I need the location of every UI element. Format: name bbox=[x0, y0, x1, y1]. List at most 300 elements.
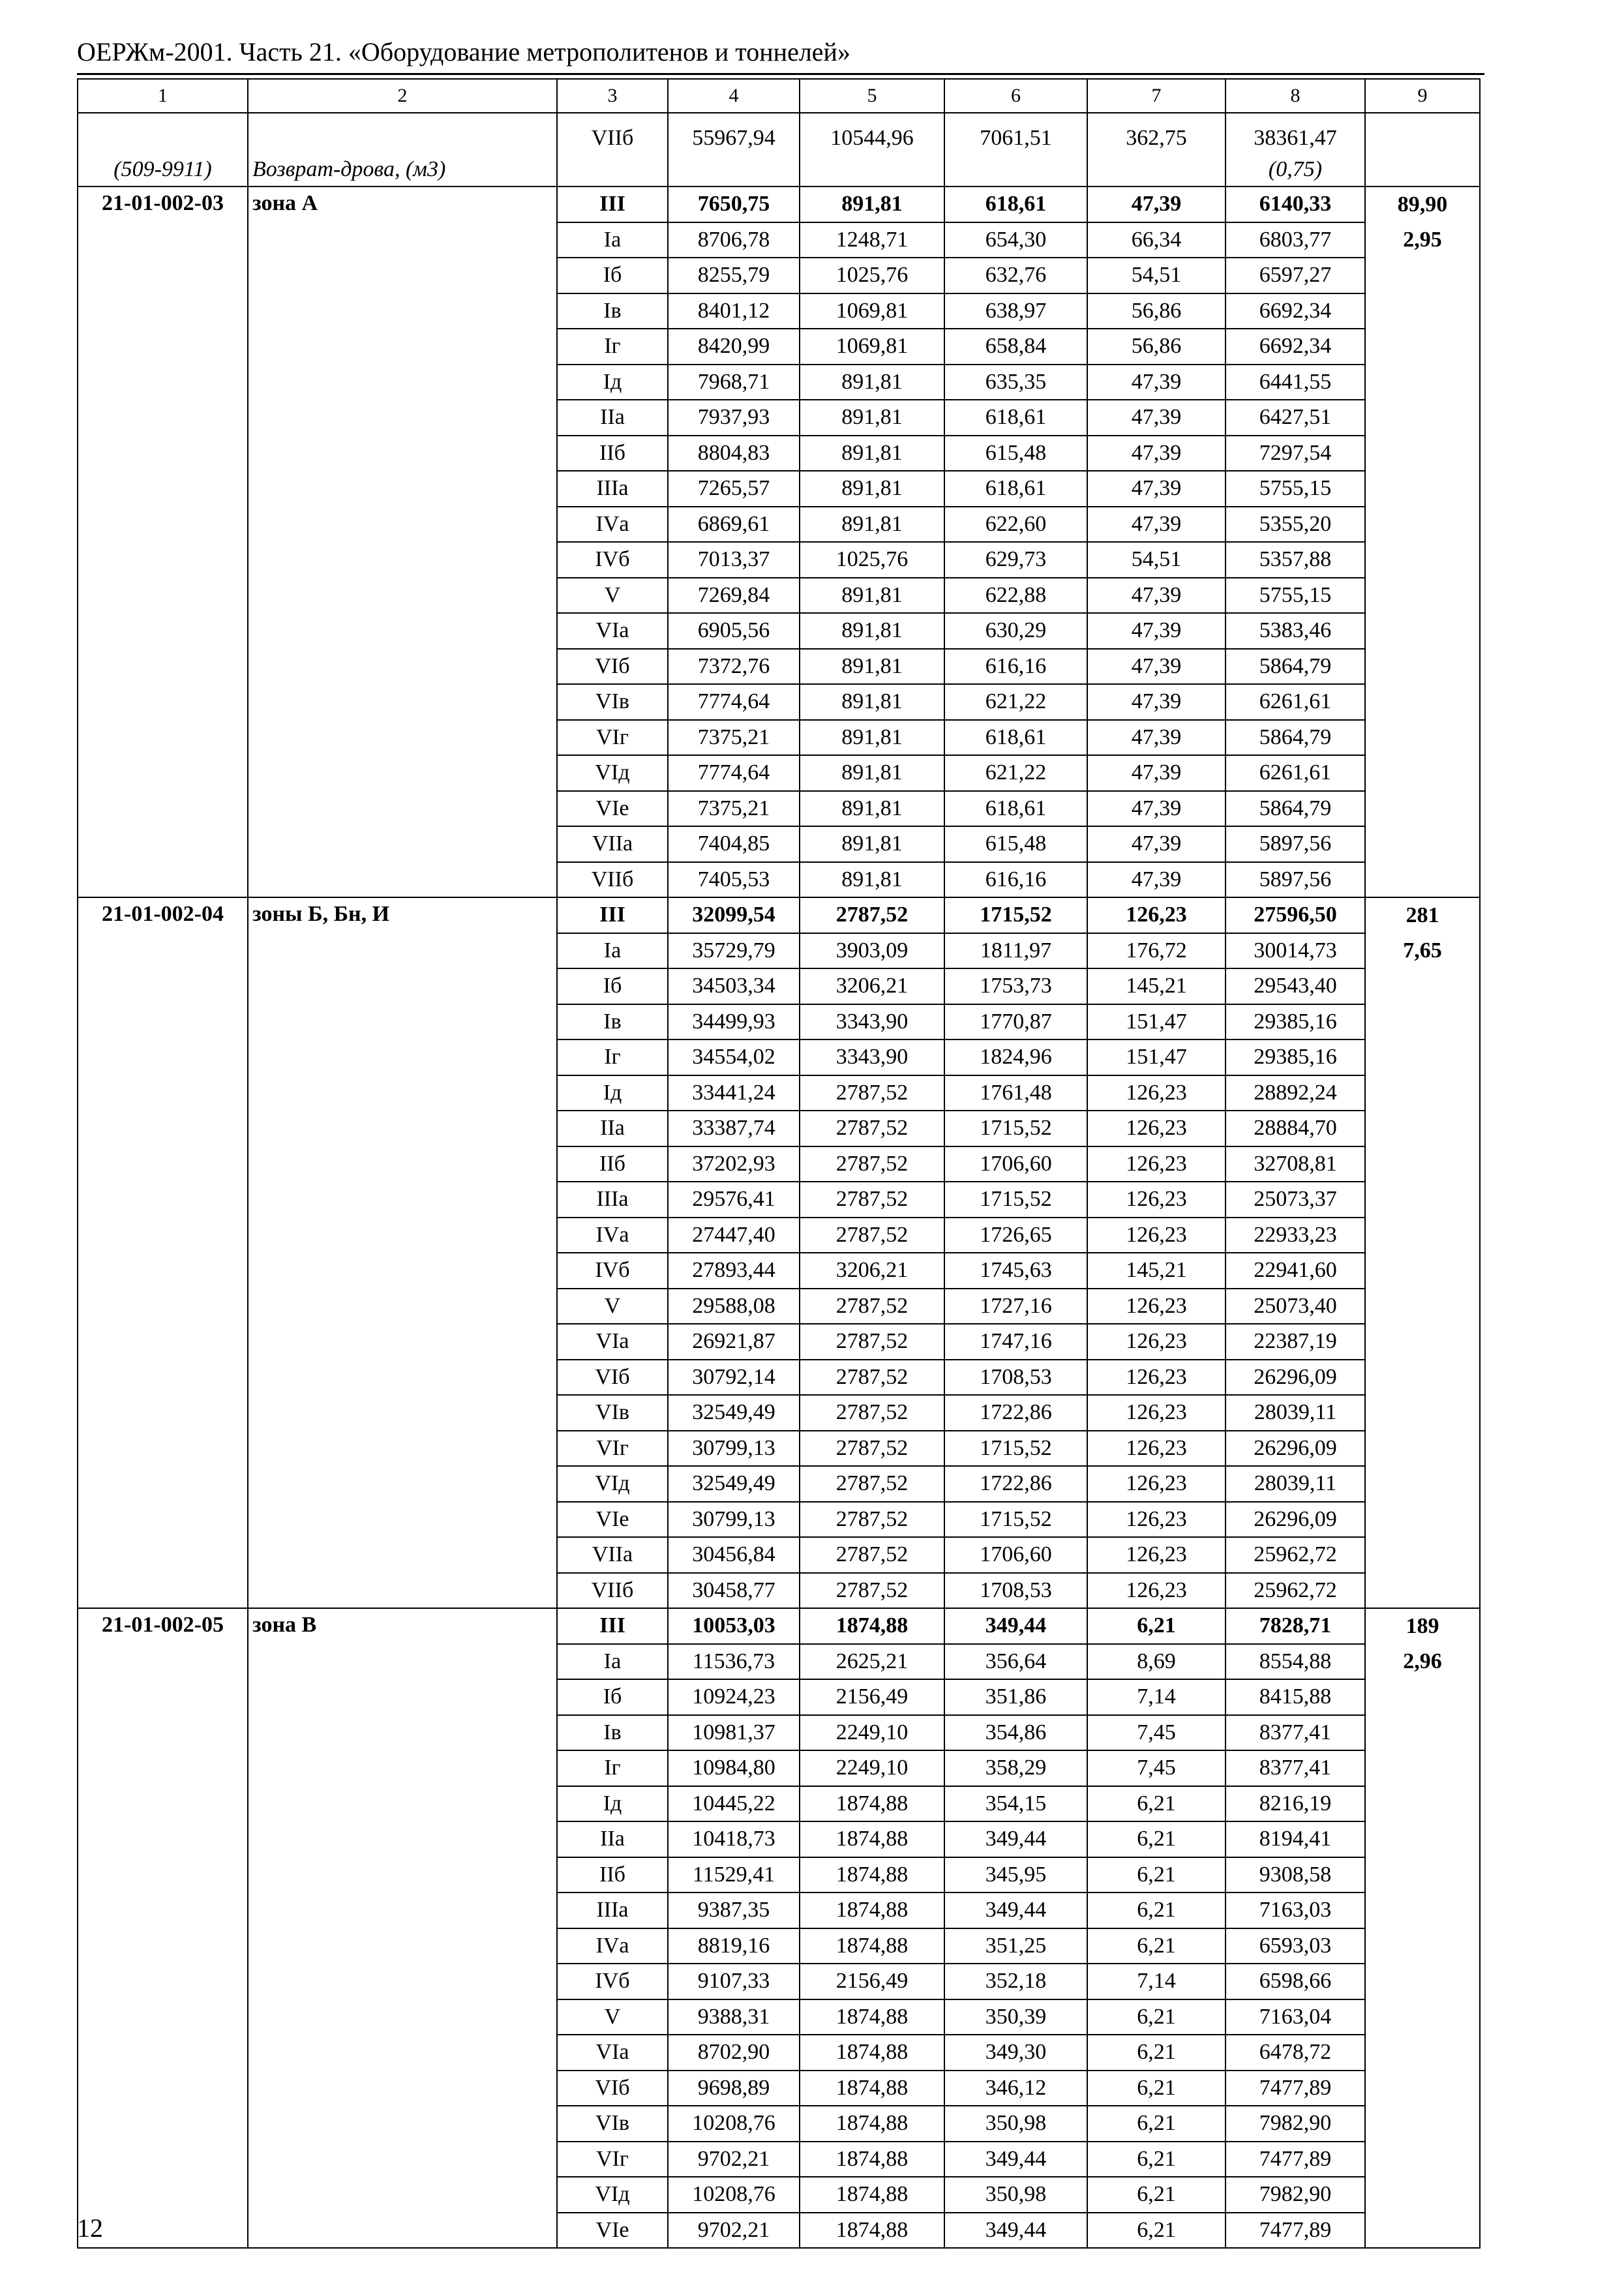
labor-value: 189 bbox=[1406, 1614, 1439, 1638]
value-col4: 7375,21 bbox=[668, 791, 800, 827]
page-number: 12 bbox=[77, 2213, 103, 2243]
value-col7: 47,39 bbox=[1087, 187, 1226, 222]
value-col5: 1874,88 bbox=[800, 2071, 944, 2106]
rate-code: 21-01-002-03 bbox=[78, 187, 248, 897]
zone-cell: Iд bbox=[557, 1075, 668, 1111]
zone-cell: IVа bbox=[557, 1218, 668, 1253]
zone-cell: V bbox=[557, 578, 668, 614]
zone-cell: VIе bbox=[557, 2213, 668, 2249]
value-col6: 351,25 bbox=[944, 1928, 1087, 1964]
zone-cell: Iв bbox=[557, 1004, 668, 1040]
value-col7: 7,45 bbox=[1087, 1750, 1226, 1786]
zone-cell: Iг bbox=[557, 329, 668, 365]
value-col4: 9388,31 bbox=[668, 1999, 800, 2035]
value-col5: 3206,21 bbox=[800, 968, 944, 1004]
value-col4: 34499,93 bbox=[668, 1004, 800, 1040]
value-col6: 1715,52 bbox=[944, 1502, 1087, 1538]
value-col4: 9698,89 bbox=[668, 2071, 800, 2106]
value-col6: 349,44 bbox=[944, 1821, 1087, 1857]
zone-cell bbox=[557, 113, 668, 187]
value-col7: 126,23 bbox=[1087, 1111, 1226, 1146]
value-col4: 8420,99 bbox=[668, 329, 800, 365]
value-col4: 8819,16 bbox=[668, 1928, 800, 1964]
value-col4: 10208,76 bbox=[668, 2177, 800, 2213]
rate-name: зона В bbox=[248, 1608, 557, 2248]
value-col6: 615,48 bbox=[944, 826, 1087, 862]
value-col5: 891,81 bbox=[800, 507, 944, 543]
value-col4: 7404,85 bbox=[668, 826, 800, 862]
value-col8: 32708,81 bbox=[1226, 1146, 1365, 1182]
zone-cell: Iб bbox=[557, 968, 668, 1004]
value-col5: 2787,52 bbox=[800, 1075, 944, 1111]
zone-cell: Iа bbox=[557, 222, 668, 258]
value-col4: 30792,14 bbox=[668, 1360, 800, 1396]
value-col4: 9107,33 bbox=[668, 1964, 800, 1999]
value-col8: 26296,09 bbox=[1226, 1360, 1365, 1396]
zone-cell: Iа bbox=[557, 933, 668, 969]
value-col4: 7269,84 bbox=[668, 578, 800, 614]
value-col6: 618,61 bbox=[944, 471, 1087, 507]
value-col7: 126,23 bbox=[1087, 1502, 1226, 1538]
value-col5: 2787,52 bbox=[800, 1289, 944, 1324]
value-col8: 29385,16 bbox=[1226, 1040, 1365, 1075]
column-number: 1 bbox=[78, 79, 248, 113]
value-col6: 349,44 bbox=[944, 2213, 1087, 2249]
value-col6: 7061,51 bbox=[980, 126, 1052, 150]
value-col5: 2249,10 bbox=[800, 1750, 944, 1786]
value-col7: 6,21 bbox=[1087, 1893, 1226, 1928]
table-row bbox=[78, 897, 1480, 933]
value-col8: 7982,90 bbox=[1226, 2106, 1365, 2142]
zone-cell: III bbox=[557, 897, 668, 933]
value-col7: 47,39 bbox=[1087, 365, 1226, 400]
value-col4: 34503,34 bbox=[668, 968, 800, 1004]
value-col4: 29576,41 bbox=[668, 1182, 800, 1218]
value-col4: 32099,54 bbox=[668, 897, 800, 933]
value-col8: 5864,79 bbox=[1226, 720, 1365, 756]
zone-cell: VIд bbox=[557, 755, 668, 791]
value-col4: 55967,94 bbox=[692, 126, 775, 150]
value-col6: 1761,48 bbox=[944, 1075, 1087, 1111]
value-col4: 8702,90 bbox=[668, 2035, 800, 2071]
value-col4: 26921,87 bbox=[668, 1324, 800, 1360]
value-col4: 10418,73 bbox=[668, 1821, 800, 1857]
value-col7: 126,23 bbox=[1087, 897, 1226, 933]
value-col6: 1824,96 bbox=[944, 1040, 1087, 1075]
value-col6: 349,30 bbox=[944, 2035, 1087, 2071]
value-col7: 47,39 bbox=[1087, 400, 1226, 436]
rates-table bbox=[77, 78, 1481, 2249]
column-number: 6 bbox=[944, 79, 1087, 113]
labor-cell bbox=[1365, 187, 1480, 897]
value-col5: 1025,76 bbox=[800, 542, 944, 578]
value-col7: 176,72 bbox=[1087, 933, 1226, 969]
zone-cell: VIб bbox=[557, 2071, 668, 2106]
value-col7: 6,21 bbox=[1087, 2142, 1226, 2177]
value-col7: 47,39 bbox=[1087, 826, 1226, 862]
zone-cell: IIа bbox=[557, 400, 668, 436]
value-col5: 891,81 bbox=[800, 578, 944, 614]
value-col7: 6,21 bbox=[1087, 1821, 1226, 1857]
value-col4: 11536,73 bbox=[668, 1644, 800, 1680]
value-col4: 8706,78 bbox=[668, 222, 800, 258]
value-col4: 6905,56 bbox=[668, 613, 800, 649]
value-col4: 29588,08 bbox=[668, 1289, 800, 1324]
value-col5: 10544,96 bbox=[830, 126, 914, 150]
value-col6: 350,39 bbox=[944, 1999, 1087, 2035]
value-col8: 9308,58 bbox=[1226, 1857, 1365, 1893]
value-col7: 362,75 bbox=[1126, 126, 1187, 150]
value-col5: 1874,88 bbox=[800, 2106, 944, 2142]
zone-cell: IVб bbox=[557, 1964, 668, 1999]
zone-cell: Iб bbox=[557, 258, 668, 293]
value-col5: 2156,49 bbox=[800, 1964, 944, 1999]
zone-label: VIIб bbox=[591, 126, 634, 150]
column-number: 5 bbox=[800, 79, 944, 113]
value-col4: 32549,49 bbox=[668, 1395, 800, 1431]
value-col5: 2156,49 bbox=[800, 1679, 944, 1715]
value-col7: 126,23 bbox=[1087, 1573, 1226, 1609]
value-cell bbox=[1087, 113, 1226, 187]
value-col4: 33441,24 bbox=[668, 1075, 800, 1111]
value-col6: 630,29 bbox=[944, 613, 1087, 649]
value-col6: 1706,60 bbox=[944, 1146, 1087, 1182]
table-row bbox=[78, 1608, 1480, 1644]
column-number: 2 bbox=[248, 79, 557, 113]
value-col4: 33387,74 bbox=[668, 1111, 800, 1146]
value-col8: 6261,61 bbox=[1226, 755, 1365, 791]
value-col6: 1747,16 bbox=[944, 1324, 1087, 1360]
value-col5: 891,81 bbox=[800, 365, 944, 400]
zone-cell: VIг bbox=[557, 1431, 668, 1467]
value-col6: 616,16 bbox=[944, 649, 1087, 685]
labor-cell bbox=[1365, 1608, 1480, 2248]
value-col4: 9387,35 bbox=[668, 1893, 800, 1928]
value-col8: 8377,41 bbox=[1226, 1715, 1365, 1751]
zone-cell: VIб bbox=[557, 649, 668, 685]
value-col8: 6597,27 bbox=[1226, 258, 1365, 293]
value-col4: 7650,75 bbox=[668, 187, 800, 222]
value-col7: 47,39 bbox=[1087, 791, 1226, 827]
value-col8: 7163,04 bbox=[1226, 1999, 1365, 2035]
value-col4: 7013,37 bbox=[668, 542, 800, 578]
zone-cell: VIг bbox=[557, 2142, 668, 2177]
value-col6: 1706,60 bbox=[944, 1537, 1087, 1573]
value-col5: 1874,88 bbox=[800, 1786, 944, 1822]
value-col8: 28039,11 bbox=[1226, 1395, 1365, 1431]
zone-cell: IVа bbox=[557, 1928, 668, 1964]
value-col5: 1874,88 bbox=[800, 2035, 944, 2071]
value-col8: 29385,16 bbox=[1226, 1004, 1365, 1040]
value-col8: 6692,34 bbox=[1226, 329, 1365, 365]
value-col7: 54,51 bbox=[1087, 542, 1226, 578]
zone-cell: V bbox=[557, 1999, 668, 2035]
value-col7: 8,69 bbox=[1087, 1644, 1226, 1680]
zone-cell: IIб bbox=[557, 436, 668, 471]
value-col6: 1715,52 bbox=[944, 1111, 1087, 1146]
value-col7: 126,23 bbox=[1087, 1289, 1226, 1324]
value-col8: 8194,41 bbox=[1226, 1821, 1365, 1857]
value-col5: 2787,52 bbox=[800, 1466, 944, 1502]
value-col8: 6598,66 bbox=[1226, 1964, 1365, 1999]
value-col6: 351,86 bbox=[944, 1679, 1087, 1715]
value-col6: 358,29 bbox=[944, 1750, 1087, 1786]
value-col5: 891,81 bbox=[800, 471, 944, 507]
value-col6: 621,22 bbox=[944, 684, 1087, 720]
value-col6: 349,44 bbox=[944, 1893, 1087, 1928]
value-col8: 38361,47 bbox=[1254, 126, 1337, 150]
value-col6: 618,61 bbox=[944, 791, 1087, 827]
value-col7: 126,23 bbox=[1087, 1182, 1226, 1218]
value-col6: 1753,73 bbox=[944, 968, 1087, 1004]
value-col4: 30458,77 bbox=[668, 1573, 800, 1609]
value-col8: 7828,71 bbox=[1226, 1608, 1365, 1644]
value-col7: 145,21 bbox=[1087, 1253, 1226, 1289]
value-col4: 10208,76 bbox=[668, 2106, 800, 2142]
value-col5: 1874,88 bbox=[800, 2177, 944, 2213]
rate-name: зоны Б, Бн, И bbox=[248, 897, 557, 1608]
labor-value: 2,95 bbox=[1403, 227, 1442, 252]
value-col4: 30799,13 bbox=[668, 1431, 800, 1467]
zone-cell: VIа bbox=[557, 613, 668, 649]
zone-cell: VIд bbox=[557, 2177, 668, 2213]
value-col5: 2787,52 bbox=[800, 897, 944, 933]
value-col7: 47,39 bbox=[1087, 755, 1226, 791]
value-col8: 28039,11 bbox=[1226, 1466, 1365, 1502]
continuation-row bbox=[78, 113, 1480, 187]
value-col8: 7163,03 bbox=[1226, 1893, 1365, 1928]
value-col7: 126,23 bbox=[1087, 1146, 1226, 1182]
value-col8: 22941,60 bbox=[1226, 1253, 1365, 1289]
value-col4: 9702,21 bbox=[668, 2142, 800, 2177]
value-col8: 6593,03 bbox=[1226, 1928, 1365, 1964]
value-col6: 345,95 bbox=[944, 1857, 1087, 1893]
value-col7: 126,23 bbox=[1087, 1075, 1226, 1111]
value-col8: 6140,33 bbox=[1226, 187, 1365, 222]
value-col4: 27447,40 bbox=[668, 1218, 800, 1253]
value-col5: 1248,71 bbox=[800, 222, 944, 258]
value-col8: 5755,15 bbox=[1226, 578, 1365, 614]
column-number: 3 bbox=[557, 79, 668, 113]
zone-cell: Iв bbox=[557, 293, 668, 329]
value-col6: 346,12 bbox=[944, 2071, 1087, 2106]
value-col6: 618,61 bbox=[944, 187, 1087, 222]
value-col8: 5897,56 bbox=[1226, 862, 1365, 898]
value-col5: 2787,52 bbox=[800, 1146, 944, 1182]
value-col6: 1745,63 bbox=[944, 1253, 1087, 1289]
value-col8: 25073,40 bbox=[1226, 1289, 1365, 1324]
value-col5: 2249,10 bbox=[800, 1715, 944, 1751]
value-col4: 9702,21 bbox=[668, 2213, 800, 2249]
value-col5: 2787,52 bbox=[800, 1395, 944, 1431]
value-col5: 891,81 bbox=[800, 436, 944, 471]
zone-cell: VIв bbox=[557, 1395, 668, 1431]
value-col5: 891,81 bbox=[800, 400, 944, 436]
value-col6: 618,61 bbox=[944, 400, 1087, 436]
value-col7: 6,21 bbox=[1087, 2213, 1226, 2249]
value-col5: 2787,52 bbox=[800, 1537, 944, 1573]
value-col4: 7405,53 bbox=[668, 862, 800, 898]
value-col8: 7477,89 bbox=[1226, 2071, 1365, 2106]
value-col8: 6261,61 bbox=[1226, 684, 1365, 720]
value-col6: 350,98 bbox=[944, 2106, 1087, 2142]
value-col8: 5355,20 bbox=[1226, 507, 1365, 543]
value-col4: 7937,93 bbox=[668, 400, 800, 436]
value-col5: 1874,88 bbox=[800, 2142, 944, 2177]
zone-cell: IIIа bbox=[557, 471, 668, 507]
value-col7: 6,21 bbox=[1087, 2035, 1226, 2071]
value-col6: 356,64 bbox=[944, 1644, 1087, 1680]
value-col6: 1708,53 bbox=[944, 1360, 1087, 1396]
value-col7: 6,21 bbox=[1087, 1928, 1226, 1964]
value-col4: 10053,03 bbox=[668, 1608, 800, 1644]
value-col6: 622,88 bbox=[944, 578, 1087, 614]
value-col7: 126,23 bbox=[1087, 1395, 1226, 1431]
value-col5: 1069,81 bbox=[800, 293, 944, 329]
value-col8: 8216,19 bbox=[1226, 1786, 1365, 1822]
value-col6: 1715,52 bbox=[944, 897, 1087, 933]
value-col8: 5864,79 bbox=[1226, 649, 1365, 685]
value-col5: 891,81 bbox=[800, 684, 944, 720]
resource-code: (509-9911) bbox=[78, 113, 248, 187]
value-col5: 2787,52 bbox=[800, 1111, 944, 1146]
value-col7: 6,21 bbox=[1087, 2071, 1226, 2106]
labor-value: 281 bbox=[1406, 903, 1439, 927]
value-col5: 1874,88 bbox=[800, 1608, 944, 1644]
value-col8: 26296,09 bbox=[1226, 1431, 1365, 1467]
value-col7: 47,39 bbox=[1087, 720, 1226, 756]
value-col7: 56,86 bbox=[1087, 293, 1226, 329]
value-col4: 10984,80 bbox=[668, 1750, 800, 1786]
zone-cell: VIIб bbox=[557, 1573, 668, 1609]
value-col4: 37202,93 bbox=[668, 1146, 800, 1182]
value-col4: 11529,41 bbox=[668, 1857, 800, 1893]
value-col6: 632,76 bbox=[944, 258, 1087, 293]
zone-cell: VIа bbox=[557, 1324, 668, 1360]
value-col4: 7968,71 bbox=[668, 365, 800, 400]
value-col4: 10445,22 bbox=[668, 1786, 800, 1822]
value-col5: 2787,52 bbox=[800, 1502, 944, 1538]
value-col5: 891,81 bbox=[800, 649, 944, 685]
header-rule bbox=[77, 73, 1484, 75]
value-cell bbox=[800, 113, 944, 187]
value-col7: 56,86 bbox=[1087, 329, 1226, 365]
value-col8: 7982,90 bbox=[1226, 2177, 1365, 2213]
value-col5: 1874,88 bbox=[800, 1893, 944, 1928]
value-col4: 7774,64 bbox=[668, 684, 800, 720]
zone-cell: VIб bbox=[557, 1360, 668, 1396]
value-col5: 1874,88 bbox=[800, 1821, 944, 1857]
zone-cell: VIе bbox=[557, 791, 668, 827]
column-number: 9 bbox=[1365, 79, 1480, 113]
value-col5: 1874,88 bbox=[800, 1857, 944, 1893]
value-col8: 30014,73 bbox=[1226, 933, 1365, 969]
value-col7: 151,47 bbox=[1087, 1040, 1226, 1075]
value-col7: 145,21 bbox=[1087, 968, 1226, 1004]
rate-name: зона А bbox=[248, 187, 557, 897]
zone-cell: VIа bbox=[557, 2035, 668, 2071]
value-col7: 47,39 bbox=[1087, 862, 1226, 898]
value-col6: 352,18 bbox=[944, 1964, 1087, 1999]
value-col4: 10924,23 bbox=[668, 1679, 800, 1715]
value-col5: 3903,09 bbox=[800, 933, 944, 969]
value-col5: 1874,88 bbox=[800, 1928, 944, 1964]
value-col4: 7774,64 bbox=[668, 755, 800, 791]
zone-cell: Iд bbox=[557, 1786, 668, 1822]
value-col7: 6,21 bbox=[1087, 2177, 1226, 2213]
value-col5: 2787,52 bbox=[800, 1218, 944, 1253]
value-col5: 2787,52 bbox=[800, 1431, 944, 1467]
value-col8: 22387,19 bbox=[1226, 1324, 1365, 1360]
value-col5: 1025,76 bbox=[800, 258, 944, 293]
value-col7: 6,21 bbox=[1087, 1999, 1226, 2035]
value-col6: 638,97 bbox=[944, 293, 1087, 329]
value-col6: 1708,53 bbox=[944, 1573, 1087, 1609]
zone-cell: IIIа bbox=[557, 1182, 668, 1218]
value-col7: 47,39 bbox=[1087, 471, 1226, 507]
rate-code: 21-01-002-05 bbox=[78, 1608, 248, 2248]
value-col5: 2787,52 bbox=[800, 1573, 944, 1609]
value-col7: 126,23 bbox=[1087, 1466, 1226, 1502]
value-col8: 22933,23 bbox=[1226, 1218, 1365, 1253]
value-col8: 8377,41 bbox=[1226, 1750, 1365, 1786]
value-col7: 6,21 bbox=[1087, 1608, 1226, 1644]
value-col5: 1069,81 bbox=[800, 329, 944, 365]
zone-cell: IIб bbox=[557, 1857, 668, 1893]
value-col5: 3343,90 bbox=[800, 1004, 944, 1040]
value-col4: 7265,57 bbox=[668, 471, 800, 507]
zone-cell: III bbox=[557, 1608, 668, 1644]
value-col7: 6,21 bbox=[1087, 1786, 1226, 1822]
zone-cell: IVа bbox=[557, 507, 668, 543]
value-col6: 1811,97 bbox=[944, 933, 1087, 969]
value-col8: 25962,72 bbox=[1226, 1573, 1365, 1609]
value-col8: 26296,09 bbox=[1226, 1502, 1365, 1538]
page-header: ОЕРЖм-2001. Часть 21. «Оборудование метрополитенов и тоннелей» bbox=[77, 37, 850, 67]
value-col5: 3206,21 bbox=[800, 1253, 944, 1289]
zone-cell: III bbox=[557, 187, 668, 222]
zone-cell: IIа bbox=[557, 1821, 668, 1857]
zone-cell: VIг bbox=[557, 720, 668, 756]
zone-cell: VIIб bbox=[557, 862, 668, 898]
value-col5: 891,81 bbox=[800, 826, 944, 862]
value-col5: 3343,90 bbox=[800, 1040, 944, 1075]
zone-cell: IIа bbox=[557, 1111, 668, 1146]
zone-cell: Iг bbox=[557, 1750, 668, 1786]
value-col8: 28884,70 bbox=[1226, 1111, 1365, 1146]
value-col4: 35729,79 bbox=[668, 933, 800, 969]
value-col6: 1715,52 bbox=[944, 1182, 1087, 1218]
value-col5: 891,81 bbox=[800, 755, 944, 791]
value-col8: 27596,50 bbox=[1226, 897, 1365, 933]
zone-cell: VIд bbox=[557, 1466, 668, 1502]
value-col7: 126,23 bbox=[1087, 1218, 1226, 1253]
value-col8: 29543,40 bbox=[1226, 968, 1365, 1004]
value-col7: 47,39 bbox=[1087, 436, 1226, 471]
zone-cell: Iб bbox=[557, 1679, 668, 1715]
value-col6: 622,60 bbox=[944, 507, 1087, 543]
value-col5: 891,81 bbox=[800, 791, 944, 827]
value-col4: 8804,83 bbox=[668, 436, 800, 471]
value-cell bbox=[1226, 113, 1365, 187]
value-col6: 635,35 bbox=[944, 365, 1087, 400]
zone-cell: V bbox=[557, 1289, 668, 1324]
value-col8-sub: (0,75) bbox=[1268, 157, 1323, 181]
value-col4: 6869,61 bbox=[668, 507, 800, 543]
zone-cell: Iг bbox=[557, 1040, 668, 1075]
value-col8: 25073,37 bbox=[1226, 1182, 1365, 1218]
value-col6: 618,61 bbox=[944, 720, 1087, 756]
